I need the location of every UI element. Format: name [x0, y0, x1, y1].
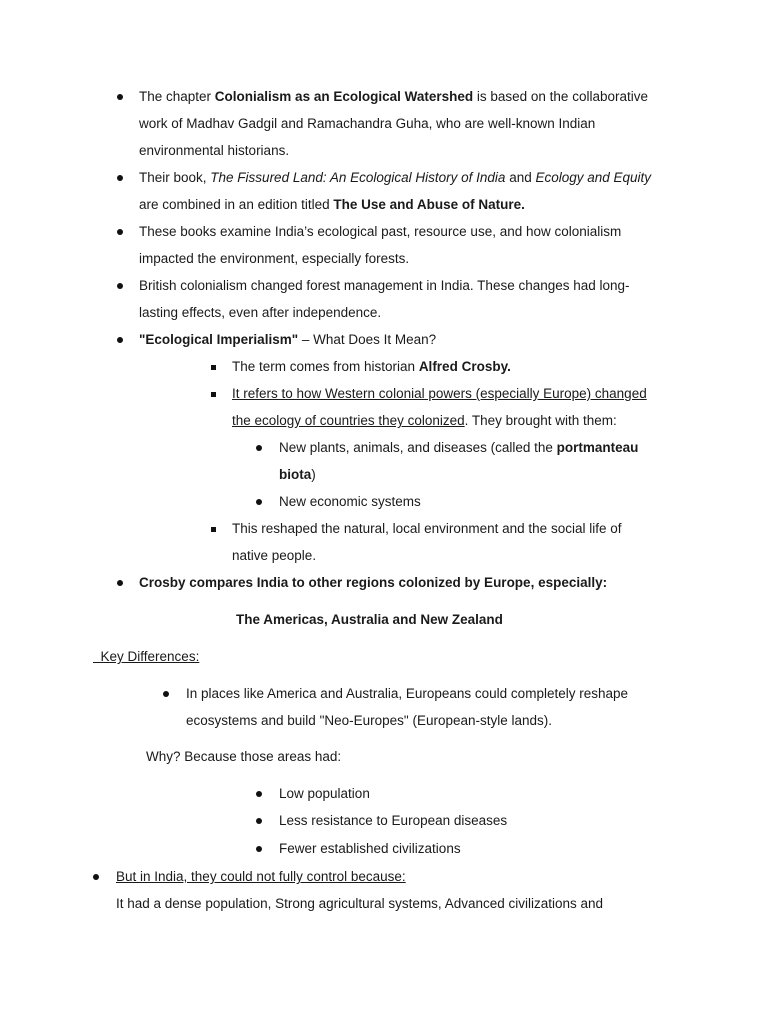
bullet-2-mid: and [505, 170, 536, 185]
bullet-marker [117, 229, 123, 235]
key-bullet-line-1: In places like America and Australia, Europeans could completely reshape [186, 686, 628, 701]
bullet-4-line-1: British colonialism changed forest management in India. These changes had long- [139, 278, 630, 293]
bullet-2-line-1 [139, 169, 651, 187]
historian-name: Alfred Crosby. [418, 359, 511, 374]
bullet-1-line-1 [139, 88, 648, 106]
bullet-marker [256, 445, 262, 451]
bullet-4-line-2: lasting effects, even after independence. [139, 305, 382, 320]
deep-bullet-1-prefix: New plants, animals, and diseases (called the [279, 440, 557, 455]
reason-item: Less resistance to European diseases [279, 813, 508, 828]
reason-item: Fewer established civilizations [279, 841, 461, 856]
deep-bullet-2: New economic systems [279, 494, 421, 509]
bullet-marker [93, 874, 99, 880]
bullet-2-line-2-prefix: are combined in an edition titled [139, 197, 334, 212]
sub-bullet-2-underline-1: It refers to how Western colonial powers (especially Europe) changed [232, 386, 647, 401]
why-line: Why? Because those areas had: [146, 749, 342, 764]
sub-bullet-3-line-1: This reshaped the natural, local environment and the social life of [232, 521, 622, 536]
ecological-imperialism-term: "Ecological Imperialism" [139, 332, 299, 347]
bullet-marker [117, 580, 123, 586]
key-differences-text [93, 649, 199, 664]
sub-bullet-2-suffix: . They brought with them: [464, 413, 617, 428]
bullet-marker [117, 337, 123, 343]
india-control-heading: But in India, they could not fully control because: [116, 869, 406, 884]
bullet-3-line-2: impacted the environment, especially forests. [139, 251, 410, 266]
key-bullet-line-2: ecosystems and build "Neo-Europes" (European-style lands). [186, 713, 553, 728]
deep-bullet-1-line-1 [279, 439, 638, 457]
regions-heading [236, 611, 503, 629]
bullet-1-line-2: work of Madhav Gadgil and Ramachandra Guha, who are well-known Indian [139, 116, 596, 131]
chapter-title: Colonialism as an Ecological Watershed [214, 89, 474, 104]
square-bullet-marker [211, 392, 216, 397]
biota-term: biota [279, 467, 312, 482]
bullet-3-line-1: These books examine India’s ecological past, resource use, and how colonialism [139, 224, 622, 239]
bullet-2-line-2 [139, 196, 525, 214]
key-differences-heading [93, 648, 199, 666]
sub-bullet-3-line-2: native people. [232, 548, 317, 563]
sub-bullet-2-line-1 [232, 385, 647, 403]
bullet-7-line-2: It had a dense population, Strong agricultural systems, Advanced civilizations and [116, 896, 604, 911]
portmanteau-term: portmanteau [556, 440, 639, 455]
bullet-1-line-3: environmental historians. [139, 143, 290, 158]
bullet-1-suffix: is based on the collaborative [473, 89, 648, 104]
book-title-1: The Fissured Land: An Ecological History of India [210, 170, 506, 185]
bullet-marker [117, 283, 123, 289]
sub-bullet-1-prefix: The term comes from historian [232, 359, 419, 374]
bullet-5-line-1 [139, 331, 436, 349]
bullet-7-line-1 [116, 868, 406, 886]
edition-title: The Use and Abuse of Nature. [333, 197, 525, 212]
bullet-marker [117, 94, 123, 100]
bullet-marker [256, 791, 262, 797]
bullet-marker [163, 691, 169, 697]
bullet-5-suffix: – What Does It Mean? [298, 332, 437, 347]
square-bullet-marker [211, 365, 216, 370]
bullet-marker [117, 175, 123, 181]
regions-heading-text: The Americas, Australia and New Zealand [236, 612, 503, 627]
sub-bullet-2-underline-2: the ecology of countries they colonized [232, 413, 465, 428]
deep-bullet-1-line-2 [279, 466, 316, 484]
bullet-marker [256, 499, 262, 505]
bullet-1-prefix: The chapter [139, 89, 215, 104]
deep-bullet-1-suffix: ) [311, 467, 316, 482]
book-title-2: Ecology and Equity [535, 170, 652, 185]
sub-bullet-1 [232, 358, 511, 376]
key-differences-label: Key Differences: [100, 649, 200, 664]
square-bullet-marker [211, 527, 216, 532]
bullet-marker [256, 846, 262, 852]
bullet-6-line-1 [139, 574, 607, 592]
crosby-comparison: Crosby compares India to other regions colonized by Europe, especially: [139, 575, 608, 590]
sub-bullet-2-line-2 [232, 412, 617, 430]
bullet-2-prefix: Their book, [139, 170, 211, 185]
reason-item: Low population [279, 786, 370, 801]
bullet-marker [256, 818, 262, 824]
